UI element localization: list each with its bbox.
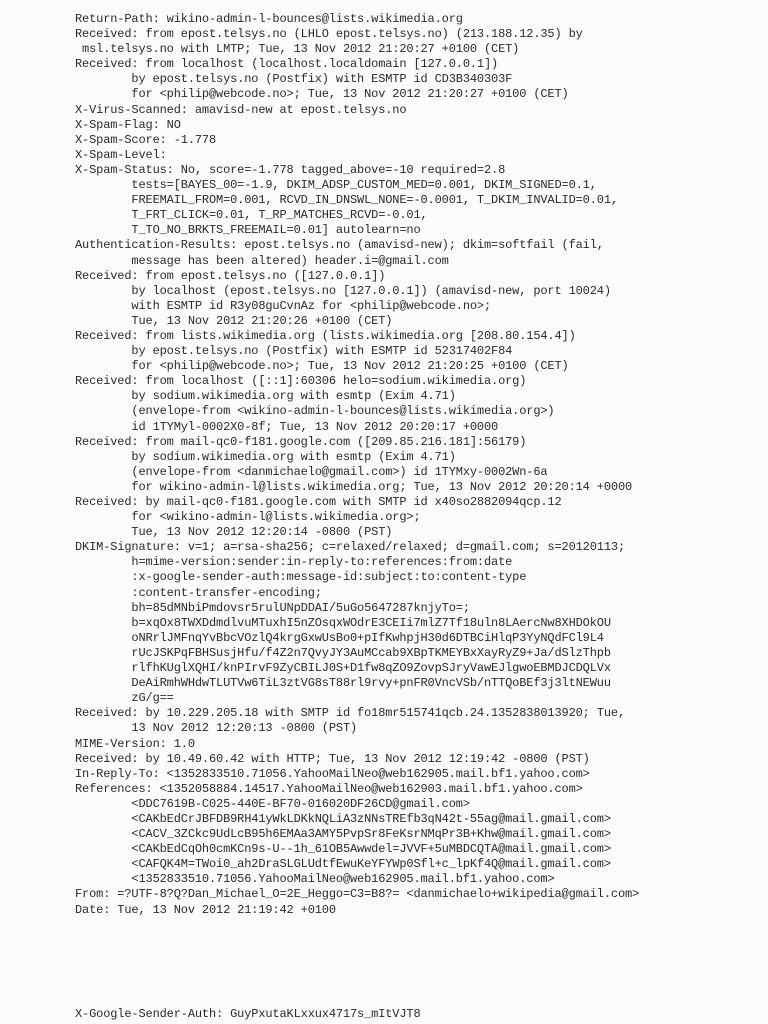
header-line: for <philip@webcode.no>; Tue, 13 Nov 2012 21:20:25 +0100 (CET) bbox=[75, 359, 569, 374]
header-line: <CAFQK4M=TWoi0_ah2DraSLGLUdtfEwuKeYFYWp0Sfl+c_lpKf4Q@mail.gmail.com> bbox=[75, 857, 611, 872]
header-line: (envelope-from <danmichaelo@gmail.com>) id 1TYMxy-0002Wn-6a bbox=[75, 464, 548, 479]
header-line: bh=85dMNbiPmdovsr5rulUNpDDAI/5uGo5647287knjyTo=; bbox=[75, 600, 470, 615]
header-line: 13 Nov 2012 12:20:13 -0800 (PST) bbox=[75, 721, 358, 736]
header-line: DeAiRmhWHdwTLUTVw6TiL3ztVG8sT88rl9rvy+pnFR0VncVSb/nTTQoBEf3j3ltNEWuu bbox=[75, 676, 611, 691]
header-line: In-Reply-To: <1352833510.71056.YahooMailNeo@web162905.mail.bf1.yahoo.com> bbox=[75, 766, 590, 781]
header-line: by sodium.wikimedia.org with esmtp (Exim 4.71) bbox=[75, 389, 456, 404]
header-line: Received: by mail-qc0-f181.google.com with SMTP id x40so2882094qcp.12 bbox=[75, 495, 562, 509]
header-line: T_FRT_CLICK=0.01, T_RP_MATCHES_RCVD=-0.01, bbox=[75, 208, 428, 223]
header-line: Received: from localhost (localhost.localdomain [127.0.0.1]) bbox=[75, 57, 499, 72]
header-line: DKIM-Signature: v=1; a=rsa-sha256; c=relaxed/relaxed; d=gmail.com; s=20120113; bbox=[75, 540, 625, 555]
header-line: by epost.telsys.no (Postfix) with ESMTP id CD3B340303F bbox=[75, 72, 513, 87]
header-line: <CAKbEdCrJBFDB9RH41yWkLDKkNQLiA3zNNsTREfb3qN42t-55ag@mail.gmail.com> bbox=[75, 811, 611, 826]
header-line: Authentication-Results: epost.telsys.no (amavisd-new); dkim=softfail (fail, bbox=[75, 238, 604, 253]
header-line: Received: from epost.telsys.no ([127.0.0.1]) bbox=[75, 268, 386, 283]
header-line: b=xqOx8TWXDdmdlvuMTuxhI5nZOsqxWOdrE3CEIi7mlZ7Tf18uln8LAercNw8XHDOkOU bbox=[75, 615, 611, 630]
header-line: for <philip@webcode.no>; Tue, 13 Nov 2012 21:20:27 +0100 (CET) bbox=[75, 87, 569, 102]
header-line: Received: from mail-qc0-f181.google.com ([209.85.216.181]:56179) bbox=[75, 434, 527, 449]
header-line: <CAKbEdCqOh0cmKCn9s-U--1h_61OB5Awwdel=JVVF+5uMBDCQTA@mail.gmail.com> bbox=[75, 842, 611, 857]
header-line: by sodium.wikimedia.org with esmtp (Exim 4.71) bbox=[75, 449, 456, 464]
header-line: <1352833510.71056.YahooMailNeo@web162905.mail.bf1.yahoo.com> bbox=[75, 872, 555, 887]
header-line: From: =?UTF-8?Q?Dan_Michael_O=2E_Heggo=C3=B8?= <danmichaelo+wikipedia@gmail.com> bbox=[75, 887, 640, 902]
header-line: oNRrlJMFnqYvBbcVOzlQ4krgGxwUsBo0+pIfKwhpjH30d6DTBCiHlqP3YyNQdFCl9L4 bbox=[75, 630, 604, 645]
header-line: with ESMTP id R3y08guCvnAz for <philip@webcode.no>; bbox=[75, 298, 492, 313]
header-line: Received: from lists.wikimedia.org (lists.wikimedia.org [208.80.154.4]) bbox=[75, 328, 576, 343]
header-line: X-Spam-Flag: NO bbox=[75, 117, 181, 132]
email-headers-block bbox=[75, 12, 765, 918]
header-line: MIME-Version: 1.0 bbox=[75, 736, 195, 751]
header-line: X-Spam-Status: No, score=-1.778 tagged_above=-10 required=2.8 bbox=[75, 162, 506, 177]
header-line: Received: from localhost ([::1]:60306 helo=sodium.wikimedia.org) bbox=[75, 374, 527, 389]
header-line: X-Spam-Level: bbox=[75, 147, 167, 162]
header-line: rlfhKUglXQHI/knPIrvF9ZyCBILJ0S+D1fw8qZO9ZovpSJryVawEJlgwoEBMDJCDQLVx bbox=[75, 661, 611, 676]
header-line: References: <1352058884.14517.YahooMailNeo@web162903.mail.bf1.yahoo.com> bbox=[75, 781, 583, 796]
header-line: Return-Path: wikino-admin-l-bounces@lists.wikimedia.org bbox=[75, 12, 463, 26]
header-line: id 1TYMyl-0002X0-8f; Tue, 13 Nov 2012 20:20:17 +0000 bbox=[75, 419, 499, 434]
header-line: by epost.telsys.no (Postfix) with ESMTP id 52317402F84 bbox=[75, 344, 513, 359]
header-line: Received: from epost.telsys.no (LHLO epost.telsys.no) (213.188.12.35) by bbox=[75, 27, 583, 42]
header-line: X-Virus-Scanned: amavisd-new at epost.telsys.no bbox=[75, 102, 407, 117]
header-line: T_TO_NO_BRKTS_FREEMAIL=0.01] autolearn=no bbox=[75, 223, 421, 238]
header-line: :content-transfer-encoding; bbox=[75, 585, 322, 600]
header-line: FREEMAIL_FROM=0.001, RCVD_IN_DNSWL_NONE=-0.0001, T_DKIM_INVALID=0.01, bbox=[75, 193, 618, 208]
header-line: (envelope-from <wikino-admin-l-bounces@lists.wikimedia.org>) bbox=[75, 404, 555, 419]
header-line: rUcJSKPqFBHSusjHfu/f4Z2n7QvyJY3AuMCcab9XBpTKMEYBxXayRyZ9+Ja/dSlzThpb bbox=[75, 645, 611, 660]
header-line: message has been altered) header.i=@gmail.com bbox=[75, 253, 449, 268]
header-line: by localhost (epost.telsys.no [127.0.0.1]) (amavisd-new, port 10024) bbox=[75, 283, 611, 298]
header-line: X-Spam-Score: -1.778 bbox=[75, 132, 217, 147]
header-line: <CACV_3ZCkc9UdLcB95h6EMAa3AMY5PvpSr8FeKsrNMqPr3B+Khw@mail.gmail.com> bbox=[75, 827, 611, 842]
header-line: zG/g== bbox=[75, 691, 174, 706]
header-line: msl.telsys.no with LMTP; Tue, 13 Nov 2012 21:20:27 +0100 (CET) bbox=[75, 42, 520, 57]
header-line: :x-google-sender-auth:message-id:subject:to:content-type bbox=[75, 570, 527, 585]
header-line: Tue, 13 Nov 2012 12:20:14 -0800 (PST) bbox=[75, 525, 393, 540]
header-line: tests=[BAYES_00=-1.9, DKIM_ADSP_CUSTOM_MED=0.001, DKIM_SIGNED=0.1, bbox=[75, 178, 597, 193]
header-line: Received: by 10.49.60.42 with HTTP; Tue, 13 Nov 2012 12:19:42 -0800 (PST) bbox=[75, 751, 590, 766]
header-line: h=mime-version:sender:in-reply-to:references:from:date bbox=[75, 555, 513, 570]
x-google-sender-auth-line: X-Google-Sender-Auth: GuyPxutaKLxxux4717s_mItVJT8 bbox=[75, 1007, 421, 1021]
header-line: for wikino-admin-l@lists.wikimedia.org; Tue, 13 Nov 2012 20:20:14 +0000 bbox=[75, 479, 633, 494]
header-line: <DDC7619B-C025-440E-BF70-016020DF26CD@gmail.com> bbox=[75, 796, 470, 811]
header-line: Date: Tue, 13 Nov 2012 21:19:42 +0100 bbox=[75, 902, 336, 917]
header-line: for <wikino-admin-l@lists.wikimedia.org>; bbox=[75, 510, 421, 525]
header-line: Tue, 13 Nov 2012 21:20:26 +0100 (CET) bbox=[75, 313, 393, 328]
header-line: Received: by 10.229.205.18 with SMTP id fo18mr515741qcb.24.1352838013920; Tue, bbox=[75, 706, 625, 721]
